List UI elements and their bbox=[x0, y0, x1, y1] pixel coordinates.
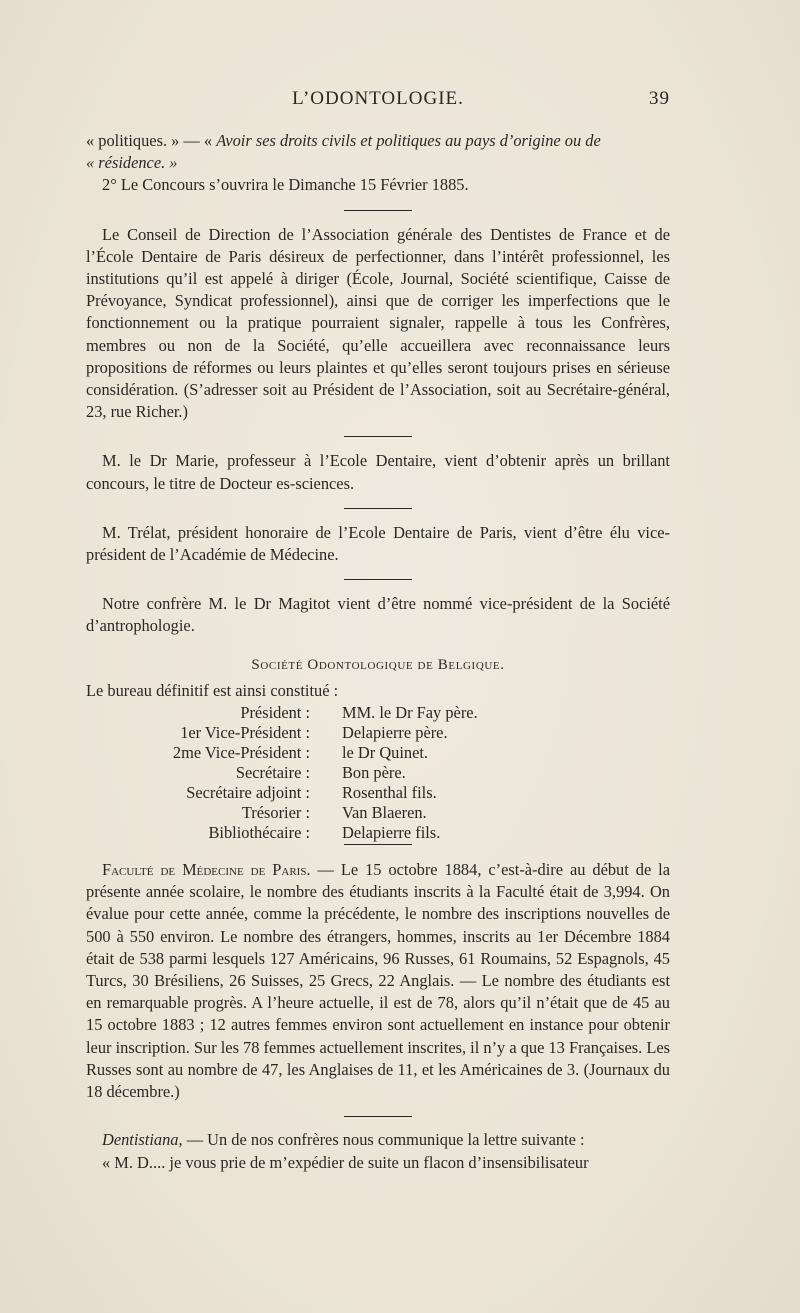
intro-italic-2: « résidence. » bbox=[86, 153, 178, 173]
bureau-row bbox=[86, 722, 670, 744]
bureau-name: Delapierre fils. bbox=[342, 823, 441, 843]
trelat-paragraph: M. Trélat, président honoraire de l’Ecole Dentaire de Paris, vient d’être élu vice-président de l’Académie de Médecine. bbox=[86, 522, 670, 565]
bureau-row bbox=[86, 802, 670, 824]
bureau-role: Président : bbox=[240, 703, 310, 723]
bureau-name: le Dr Quinet. bbox=[342, 743, 429, 763]
bureau-role: 2me Vice-Président : bbox=[172, 743, 310, 763]
dentistiana-paragraph bbox=[86, 1129, 670, 1151]
bureau-role: Trésorier : bbox=[241, 803, 310, 823]
concours-date: 2° Le Concours s’ouvrira le Dimanche 15 Février 1885. bbox=[102, 175, 469, 195]
belgique-heading: Société Odontologique de Belgique. bbox=[251, 656, 505, 673]
page-body bbox=[86, 130, 670, 1174]
bureau-list bbox=[86, 702, 670, 843]
page-number: 39 bbox=[649, 88, 670, 109]
dentistiana-text: — Un de nos confrères nous communique la lettre suivante : bbox=[182, 1130, 585, 1150]
conseil-paragraph: Le Conseil de Direction de l’Association générale des Dentistes de France et de l’École Dentaire de Paris désireux de perfectionner, dans l’intérêt professionnel, les institutions qu’il est appelé à diriger (École, Journal, Société scientifique, Caisse de Prévoyance, Syndicat professionnel), ainsi que de corriger les imperfections que le fonctionnement ou la pratique pourraient signaler, rappelle à tous les Confrères, membres ou non de la Société, qu’elle accueillera avec reconnaissance leurs propositions de réformes ou leurs plaintes et qu’elles seront toujours prises en sérieuse considération. (S’adresser soit au Président de l’Association, soit au Secrétaire-général, 23, rue Richer.) bbox=[86, 224, 670, 422]
bureau-row bbox=[86, 702, 670, 724]
bureau-row bbox=[86, 762, 670, 784]
bureau-row bbox=[86, 742, 670, 764]
bureau-row bbox=[86, 782, 670, 804]
bureau-name: Bon père. bbox=[342, 763, 406, 783]
bureau-role: Secrétaire : bbox=[235, 763, 310, 783]
bureau-role: Secrétaire adjoint : bbox=[186, 783, 310, 803]
bureau-name: MM. le Dr Fay père. bbox=[342, 703, 478, 723]
bureau-role: Bibliothécaire : bbox=[208, 823, 310, 843]
dentistiana-letter: « M. D.... je vous prie de m’expédier de suite un flacon d’insensibilisateur bbox=[102, 1152, 589, 1172]
magitot-paragraph: Notre confrère M. le Dr Magitot vient d’être nommé vice-président de la Société d’antrophologie. bbox=[86, 594, 670, 636]
journal-title: L’ODONTOLOGIE. bbox=[292, 88, 464, 109]
intro-line-2 bbox=[86, 152, 670, 174]
intro-line-1 bbox=[86, 130, 670, 152]
intro-text: « politiques. » — « bbox=[86, 131, 217, 150]
marie-paragraph: M. le Dr Marie, professeur à l’Ecole Dentaire, vient d’obtenir après un brillant concours, le titre de Docteur es-sciences. bbox=[86, 451, 670, 493]
intro-italic: Avoir ses droits civils et politiques au pays d’origine ou de bbox=[216, 131, 601, 150]
dentistiana-lead: Dentistiana, bbox=[102, 1130, 183, 1150]
bureau-role: 1er Vice-Président : bbox=[180, 723, 310, 743]
bureau-name: Rosenthal fils. bbox=[342, 783, 437, 803]
faculte-lead: Faculté de Médecine de Paris. bbox=[102, 860, 311, 880]
faculte-paragraph bbox=[86, 859, 670, 1103]
bureau-row bbox=[86, 822, 670, 844]
belgique-intro: Le bureau définitif est ainsi constitué : bbox=[86, 680, 339, 700]
bureau-name: Van Blaeren. bbox=[342, 803, 427, 823]
faculte-text: — Le 15 octobre 1884, c’est-à-dire au début de la présente année scolaire, le nombre des étudiants inscrits à la Faculté était de 3,994. On évalue pour cette année, comme la précédente, le nombre des inscriptions nouvelles de 500 à 550 environ. Le nombre des étrangers, hommes, inscrits au 1er Décembre 1884 était de 538 parmi lesquels 127 Américains, 96 Russes, 61 Roumains, 52 Espagnols, 45 Turcs, 30 Brésiliens, 26 Suisses, 25 Grecs, 22 Anglais. — Le nombre des étudiants est en remarquable progrès. A l’heure actuelle, il est de 78, alors qu’il n’était que de 45 au 15 octobre 1883 ; 12 autres femmes environ sont actuellement en instance pour obtenir leur inscription. Sur les 78 femmes actuellement inscrites, il n’y a que 13 Françaises. Les Russes sont au nombre de 47, les Anglaises de 11, et les Américaines de 3. (Journaux du 18 décembre.) bbox=[86, 860, 670, 1102]
running-header bbox=[86, 88, 670, 112]
bureau-name: Delapierre père. bbox=[342, 723, 448, 743]
